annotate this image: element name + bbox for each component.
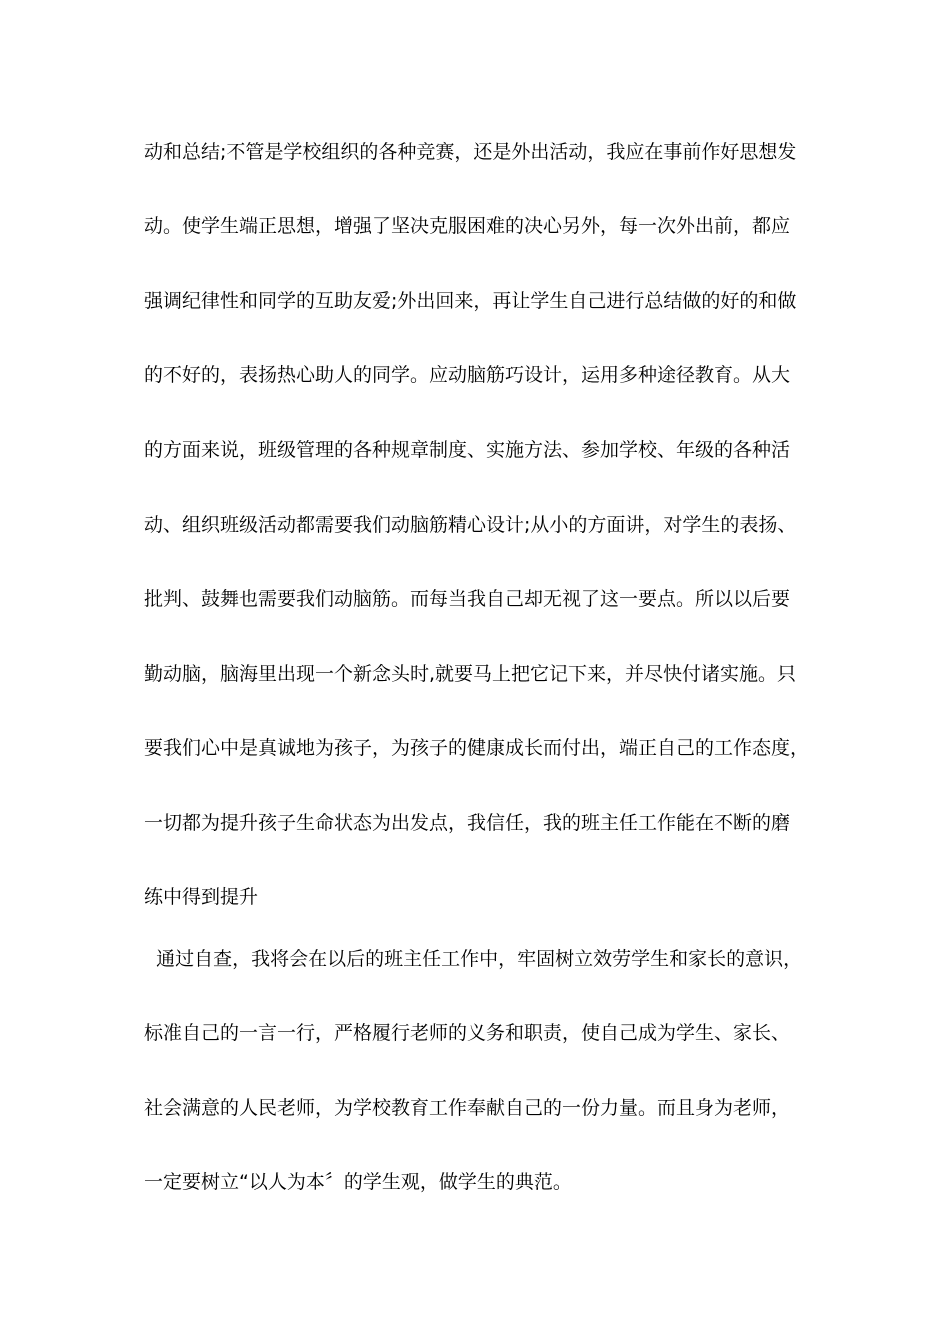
text-line: 要我们心中是真诚地为孩子，为孩子的健康成长而付出，端正自己的工作态度， <box>144 737 810 759</box>
text-line: 的方面来说，班级管理的各种规章制度、实施方法、参加学校、年级的各种活 <box>144 439 791 461</box>
text-line: 社会满意的人民老师，为学校教育工作奉献自己的一份力量。而且身为老师， <box>144 1097 791 1119</box>
text-line: 批判、鼓舞也需要我们动脑筋。而每当我自己却无视了这一要点。所以以后要 <box>144 588 791 610</box>
text-line: 的不好的，表扬热心助人的同学。应动脑筋巧设计，运用多种途径教育。从大 <box>144 364 791 386</box>
text-line: 一切都为提升孩子生命状态为出发点，我信任，我的班主任工作能在不断的磨 <box>144 812 791 834</box>
text-line: 一定要树立“以人为本〞的学生观，做学生的典范。 <box>144 1171 572 1193</box>
text-line: 勤动脑，脑海里出现一个新念头时,就要马上把它记下来，并尽快付诸实施。只 <box>144 663 797 685</box>
text-line: 强调纪律性和同学的互助友爱;外出回来，再让学生自己进行总结做的好的和做 <box>144 290 797 312</box>
text-line: 动。使学生端正思想，增强了坚决克服困难的决心另外，每一次外出前，都应 <box>144 215 791 237</box>
text-line: 动和总结;不管是学校组织的各种竞赛，还是外出活动，我应在事前作好思想发 <box>144 141 797 163</box>
text-line: 标准自己的一言一行，严格履行老师的义务和职责，使自己成为学生、家长、 <box>144 1022 791 1044</box>
text-line: 练中得到提升 <box>144 886 259 908</box>
text-line: 动、组织班级活动都需要我们动脑筋精心设计;从小的方面讲，对学生的表扬、 <box>144 514 797 536</box>
paragraph-first-line: 通过自查，我将会在以后的班主任工作中，牢固树立效劳学生和家长的意识， <box>144 948 803 970</box>
